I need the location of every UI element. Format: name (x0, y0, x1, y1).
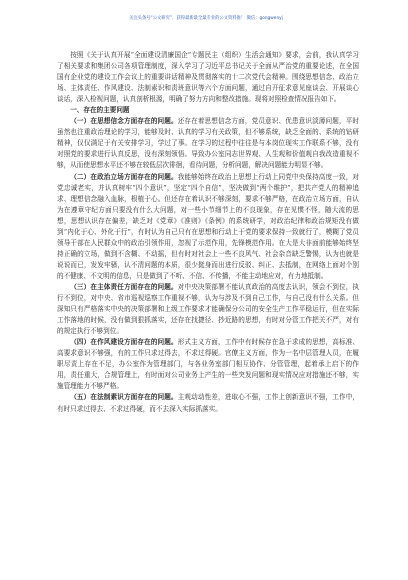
paragraph-text: 还存在着思想信念方面，党员意识、优患意识淡薄问题，平时虽然也注重政治理论的学习，能够及时、认真的学习有关政策，但不够系统，缺乏全面的、系统的钻研精神，仅仅满足于有关安排学习，学过了事。在学习的过程中往往是与本岗位现实工作联系不够，没有对照党的要求进行认真反思，没有深刻领悟。导致办公室同志世界观、人生观和价值观自我改造重视不够，从而使思想水平还不够在较低层次徘徊，看待问题，分析问题，解决问题能力明显不够。 (57, 117, 360, 170)
paragraph-text: 我能够始终在政治上思想上行动上同党中央保持高度一致，对党忠诚老实，并认真树牢“四个意识”，坚定“四个自信”，坚决做到“两个维护”，把共产党人的精神追求、理想信念融入血脉，根植于心。但还存在着认识不够深刻，要求不够严格，在政治立场方面，自认为在遵章守纪方面只要没有什么大问题，对一些小节细节上的不良现象，存在见惯不怪，随大流的思想，思想认识存在偏差，缺乏对《党章》《准则》《条例》的系统研学，对政治纪律和政治规矩没有做到“内化于心、外化于行”，有时认为自己只有在思想和行动上于党的要求保持一致就行了，模糊了党员领导干部在人民群众中的政治引领作用，忽视了示范作用，先锋模范作用。在大是大非面前能够始终坚持正确的立场，做到不含糊、不动摇，但有时对社会上一些不良风气、社会杂音缺乏警惕，认为也就是说说而已，发发牢骚，认不清问题的本质，很少挺身而出进行反驳、纠正、去抵制，在网络上面对个别的不健康、不文明的信息，只是做到了不听、不信、不传播，不能主动地应对，有力地抵制。 (57, 172, 360, 280)
paragraph-ideology (57, 116, 359, 171)
paragraph-lead: （一）在思想信念方面存在的问题。 (70, 117, 178, 126)
paragraph-main-responsibility (57, 282, 359, 337)
section-heading: 一、存在的主要问题 (70, 106, 130, 115)
paragraph-text: 形式主义方面，工作中有时候存在急于求成的思想，高标准、高要求意识不够强，有的工作只求过得去，不求过得硬。官僚主义方面，作为一名中层管理人员，在履职尽责上存在不足，办公室作为管理部门，与各业务室部门相互协作、分管管理，起着承上启下的作用，责任重大，合规管理上，有时面对公司业务上产生的一些突发问题和现实情况应对措施还不够，实施管理能力不够严格。 (57, 338, 360, 391)
paragraph-text: 主观动动性差，进取心不强，工作上创新意识不强，工作中，有时只求过得去、不求过得硬，而不去深入实际抓落实。 (57, 393, 360, 413)
document-body (57, 50, 359, 415)
paragraph-work-style (57, 337, 359, 392)
paragraph-lead: （五）在法制素识方面存在的问题。 (70, 393, 178, 402)
intro-paragraph: 按照《关于认真开展“全面建设清廉国企”专题民主（组织）生活会通知》要求，会前，我认真学习了相关要求和集团公司各项管理制度，深入学习了习近平总书记关于全面从严治党的重要论述，在全国国有企业党的建设工作会议上的重要讲话精神及贯彻落实的十二次党代会精神。围绕思想信念、政治立场、主体责任、作风建设、法制素识和责班意识等六个方面问题，通过自开征求意见座谈会、开展谈心谈话，深入检视问题，认真剖析根源，明确了努力方向和整改措施。现将对照检查情况报告如下。 (57, 51, 359, 104)
paragraph-legal-awareness (57, 392, 359, 414)
paragraph-lead: （三）在主体责任方面存在的问题。 (70, 282, 178, 291)
paragraph-text: 对中央决策部署不能认真政治的高度去认识，领会不到位，执行不到位，对中央、省市巡视巡察工作重视不够，认为与涉及不到自己工作，与自己没有什么关系。但深知只有严格落实中央的决策部署和上级工作要求才能确保分公司的安全生产工作平稳运行，但在实际工作落地的时候，没有做到狠抓落实，还存在找捷径、抄近路的思想，有时对分管工作把关不严，对有的规定执行不够到位。 (57, 282, 360, 336)
paragraph-lead: （四）在作风建设方面存在的问题。 (70, 338, 178, 347)
paragraph-political-stance (57, 172, 359, 282)
paragraph-lead: （二）在政治立场方面存在的问题。 (70, 172, 178, 181)
header-banner[interactable]: 关注头条号“公文研究”，获得最新最全最专业的公文资料推！ 微信：gongwenyj (129, 16, 283, 21)
